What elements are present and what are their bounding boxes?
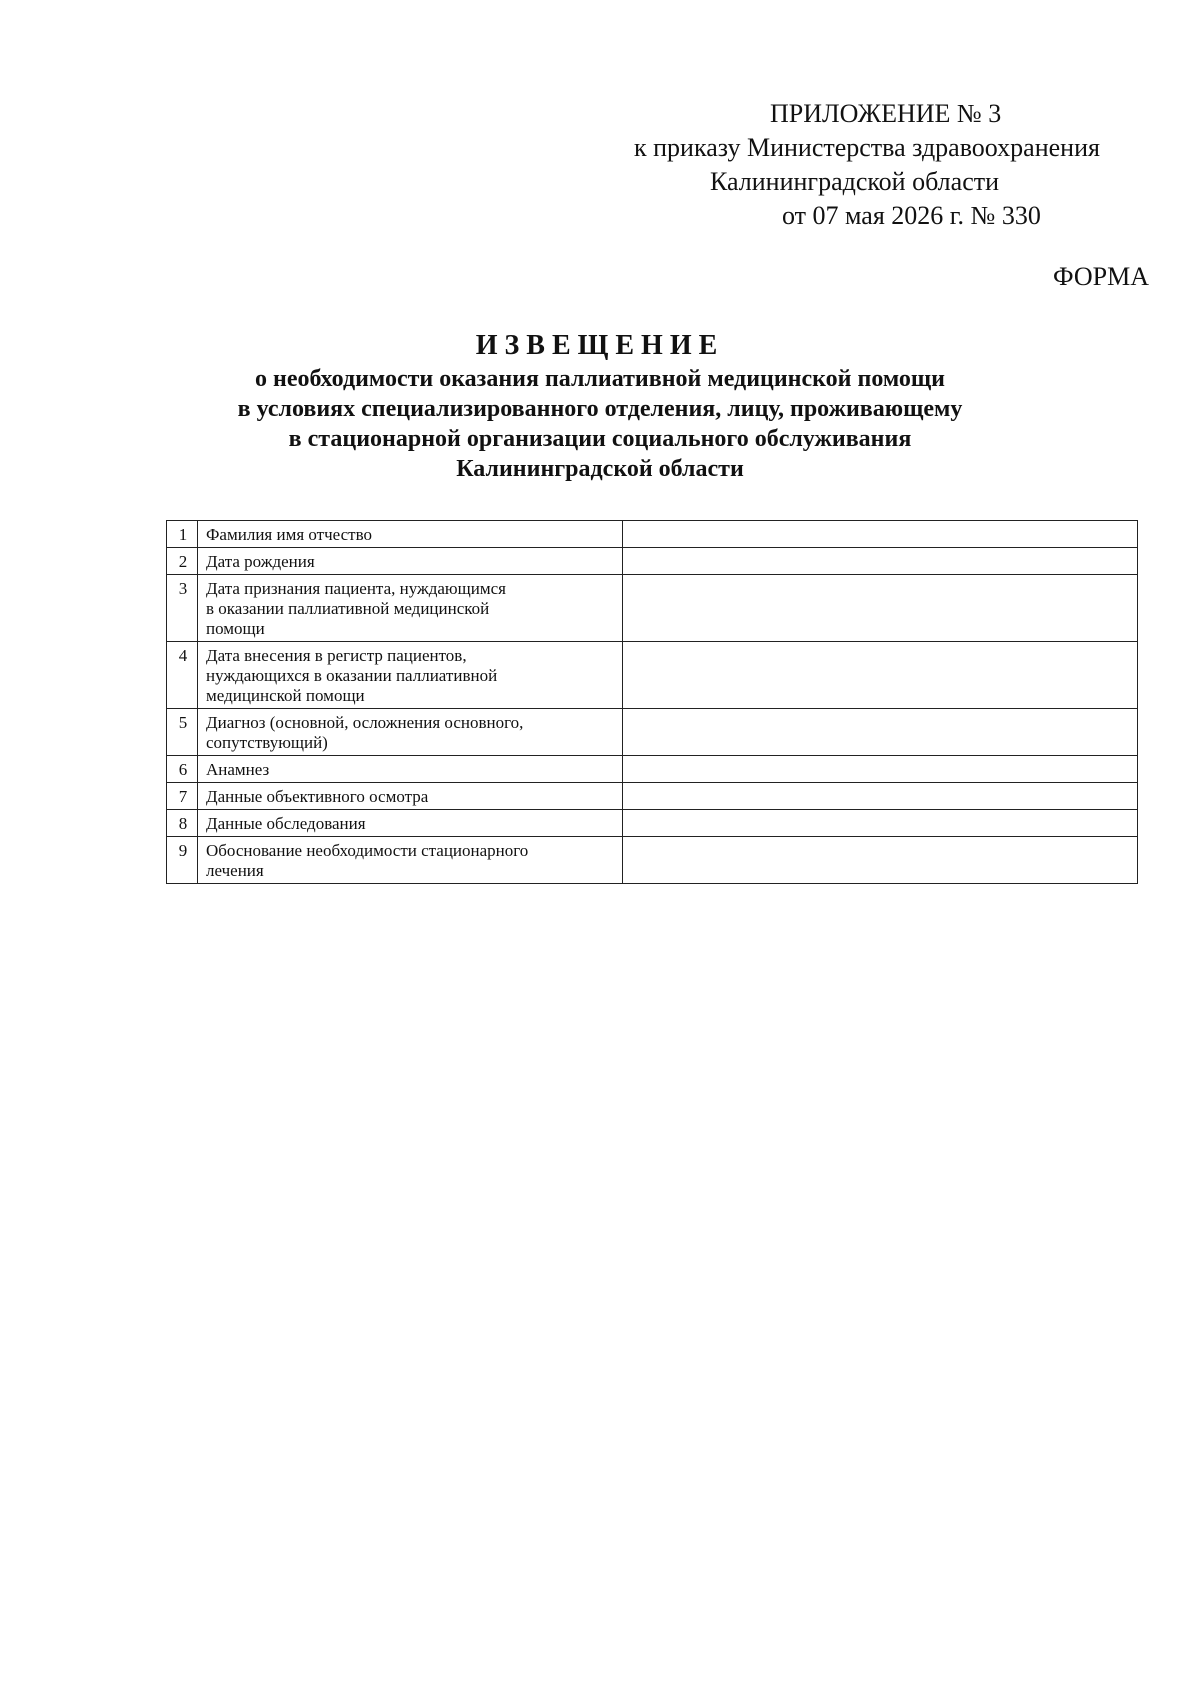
field-value-cell[interactable] [623, 837, 1138, 884]
row-number: 4 [167, 642, 198, 709]
row-number: 8 [167, 810, 198, 837]
table-row [167, 548, 1138, 575]
appendix-number: ПРИЛОЖЕНИЕ № 3 [770, 99, 1002, 128]
order-reference: к приказу Министерства здравоохранения [634, 133, 1100, 162]
table-row [167, 521, 1138, 548]
field-label: Фамилия имя отчество [198, 521, 623, 548]
form-label: ФОРМА [1053, 262, 1149, 291]
row-number: 3 [167, 575, 198, 642]
field-label: Дата рождения [198, 548, 623, 575]
field-value-cell[interactable] [623, 642, 1138, 709]
field-label: Обоснование необходимости стационарного лечения [198, 837, 623, 884]
table-row [167, 709, 1138, 756]
table-row [167, 837, 1138, 884]
table-row [167, 642, 1138, 709]
field-value-cell[interactable] [623, 756, 1138, 783]
row-number: 2 [167, 548, 198, 575]
table-row [167, 756, 1138, 783]
order-date: от 07 мая 2026 г. № 330 [782, 201, 1041, 230]
table-row [167, 783, 1138, 810]
field-value-cell[interactable] [623, 548, 1138, 575]
title-subtitle-line: в стационарной организации социального обслуживания [288, 426, 912, 452]
row-number: 9 [167, 837, 198, 884]
title-main: ИЗВЕЩЕНИЕ [475, 330, 725, 361]
row-number: 5 [167, 709, 198, 756]
field-label: Дата внесения в регистр пациентов, нуждающихся в оказании паллиативной медицинской помощи [198, 642, 623, 709]
row-number: 6 [167, 756, 198, 783]
title-subtitle-line: в условиях специализированного отделения, лицу, проживающему [237, 396, 963, 422]
document-title [100, 328, 1100, 484]
row-number: 1 [167, 521, 198, 548]
region-name: Калининградской области [710, 167, 1000, 196]
field-label: Анамнез [198, 756, 623, 783]
field-value-cell[interactable] [623, 709, 1138, 756]
table-row [167, 575, 1138, 642]
notice-form-table [166, 520, 1138, 884]
title-subtitle-line: Калининградской области [456, 456, 744, 482]
field-value-cell[interactable] [623, 575, 1138, 642]
table-row [167, 810, 1138, 837]
field-label: Данные объективного осмотра [198, 783, 623, 810]
field-value-cell[interactable] [623, 521, 1138, 548]
field-label: Дата признания пациента, нуждающимся в оказании паллиативной медицинской помощи [198, 575, 623, 642]
field-value-cell[interactable] [623, 810, 1138, 837]
field-value-cell[interactable] [623, 783, 1138, 810]
title-subtitle-line: о необходимости оказания паллиативной медицинской помощи [254, 366, 945, 392]
field-label: Диагноз (основной, осложнения основного, сопутствующий) [198, 709, 623, 756]
field-label: Данные обследования [198, 810, 623, 837]
row-number: 7 [167, 783, 198, 810]
